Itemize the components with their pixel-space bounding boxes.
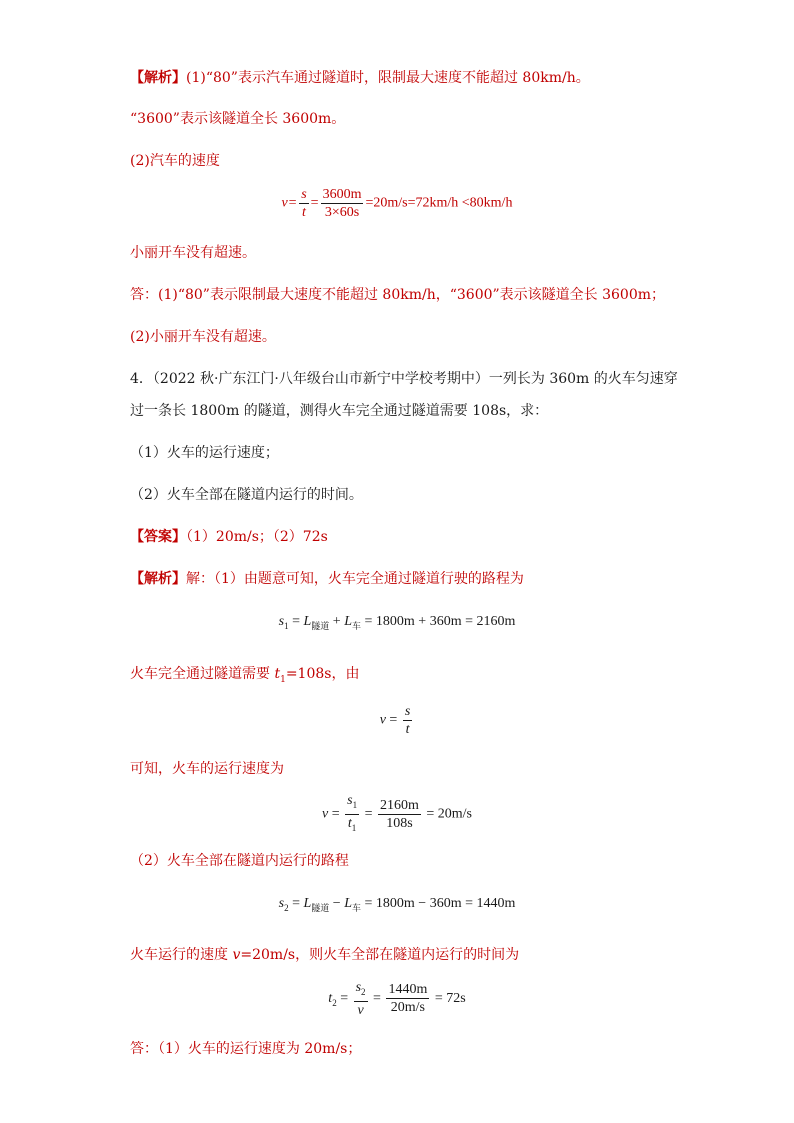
eq1-den: t: [302, 205, 306, 220]
eq6-equals: =: [336, 991, 352, 1007]
eq2-result: = 1800m + 360m = 2160m: [361, 614, 516, 629]
eq5-s-sub: 2: [284, 902, 289, 913]
eq6-den-value: 20m/s: [390, 1000, 426, 1016]
eq6-t: t: [328, 991, 333, 1007]
analysis-text-2: 解：（1）由题意可知，火车完全通过隧道行驶的路程为: [186, 571, 524, 587]
time-given-post: =108s，由: [285, 666, 360, 682]
eq4-v: v: [322, 806, 329, 822]
eq2-L-tunnel: L: [303, 614, 312, 629]
eq1-fraction-symbolic: [299, 186, 308, 221]
eq6-result: = 72s: [431, 991, 466, 1007]
distance-equation-1: [0, 614, 794, 632]
eq6-fraction-values: [386, 981, 429, 1016]
distance-equation-2: [0, 896, 794, 914]
eq4-num-sub: 1: [352, 799, 358, 810]
eq5-car-sub: 车: [352, 902, 362, 913]
eq5-equals: =: [288, 896, 304, 911]
question-4-line-2: 过一条长 1800m 的隧道，测得火车完全通过隧道需要 108s，求：: [130, 403, 549, 419]
eq6-t-sub: 2: [332, 997, 337, 1008]
eq3-fraction: [403, 703, 412, 738]
eq2-s: s: [278, 614, 285, 629]
eq5-L-car: L: [344, 896, 352, 911]
eq1-den-value: 3×60s: [324, 205, 360, 220]
tunnel-length-note: “3600”表示该隧道全长 3600m。: [130, 111, 346, 127]
question-4-sub-2: （2）火车全部在隧道内运行的时间。: [130, 487, 363, 503]
analysis-paragraph-2: [130, 569, 524, 589]
eq5-minus: −: [329, 896, 345, 911]
eq4-equals-2: =: [361, 806, 376, 822]
eq4-fraction-symbolic: [345, 792, 359, 837]
speed-equation-2: [0, 792, 794, 837]
eq4-result: = 20m/s: [422, 806, 472, 822]
time-given-t: t: [274, 666, 281, 682]
eq1-result: =20m/s=72km/h <80km/h: [365, 195, 513, 211]
eq1-num-value: 3600m: [322, 187, 362, 202]
distance-intro-line: （2）火车全部在隧道内运行的路程: [130, 853, 349, 869]
eq2-tunnel-sub: 隧道: [311, 620, 330, 631]
time-intro-line: [130, 945, 519, 965]
answer-line-1: 答：(1)“80”表示限制最大速度不能超过 80km/h，“3600”表示该隧道全长 3600m；: [130, 287, 666, 303]
eq3-equals: =: [385, 712, 401, 728]
analysis-text: (1)“80”表示汽车通过隧道时，限制最大速度不能超过 80km/h。: [186, 70, 590, 86]
eq4-den: [345, 815, 359, 837]
eq6-num: [354, 979, 368, 1002]
eq2-plus: +: [329, 614, 345, 629]
eq4-num-s: s: [347, 793, 353, 808]
eq5-tunnel-sub: 隧道: [311, 902, 330, 913]
question-4-line-1: 4．（2022 秋·广东江门·八年级台山市新宁中学校考期中）一列长为 360m 的火车匀速穿: [130, 371, 678, 387]
time-given-sub: 1: [280, 674, 286, 685]
eq4-equals: =: [328, 806, 344, 822]
car-speed-heading: (2)汽车的速度: [130, 153, 220, 169]
eq1-lhs: v=: [281, 195, 298, 211]
no-speeding-conclusion: 小丽开车没有超速。: [130, 245, 256, 261]
eq5-s: s: [278, 896, 285, 911]
eq6-num-value: 1440m: [388, 982, 428, 998]
answer-line-2: (2)小丽开车没有超速。: [130, 329, 276, 345]
time-equation: [0, 979, 794, 1019]
analysis-paragraph-1: [130, 68, 590, 88]
time-intro-post: =20m/s，则火车全部在隧道内运行的时间为: [240, 947, 520, 963]
analysis-tag: 【解析】: [130, 70, 186, 86]
eq4-den-sub: 1: [351, 822, 357, 833]
answer-text: （1）20m/s；（2）72s: [186, 529, 328, 545]
answer-paragraph: [130, 527, 328, 547]
eq4-num: [345, 792, 359, 815]
eq2-L-car: L: [344, 614, 352, 629]
eq4-den-value: 108s: [386, 815, 413, 831]
speed-equation-1: [0, 186, 794, 221]
final-answer-line: 答：（1）火车的运行速度为 20m/s；: [130, 1041, 362, 1057]
eq4-fraction-values: [378, 797, 421, 832]
time-given-line: [130, 664, 359, 690]
eq6-num-sub: 2: [361, 986, 366, 997]
time-intro-pre: 火车运行的速度: [130, 947, 233, 963]
eq6-den: v: [357, 1002, 364, 1018]
eq1-fraction-values: [321, 186, 364, 221]
eq4-den-t: t: [347, 815, 352, 831]
eq3-v: v: [379, 712, 386, 728]
eq3-den: t: [405, 722, 410, 737]
question-4-sub-1: （1）火车的运行速度；: [130, 445, 279, 461]
answer-tag: 【答案】: [130, 529, 186, 545]
eq3-num: s: [404, 704, 411, 719]
eq2-car-sub: 车: [352, 620, 362, 631]
eq6-num-s: s: [355, 980, 362, 995]
eq1-equals: =: [310, 195, 319, 211]
eq4-num-value: 2160m: [379, 797, 419, 813]
analysis-tag-2: 【解析】: [130, 571, 186, 587]
speed-intro-line: 可知，火车的运行速度为: [130, 761, 284, 777]
eq5-result: = 1800m − 360m = 1440m: [361, 896, 516, 911]
time-intro-v: v: [232, 947, 241, 963]
eq2-equals: =: [288, 614, 304, 629]
eq2-s-sub: 1: [284, 620, 289, 631]
eq6-equals-2: =: [369, 991, 385, 1007]
speed-formula: [0, 703, 794, 738]
eq6-fraction-symbolic: [354, 979, 368, 1019]
eq5-L-tunnel: L: [303, 896, 312, 911]
eq1-num: s: [301, 187, 307, 202]
time-given-pre: 火车完全通过隧道需要: [130, 666, 275, 682]
